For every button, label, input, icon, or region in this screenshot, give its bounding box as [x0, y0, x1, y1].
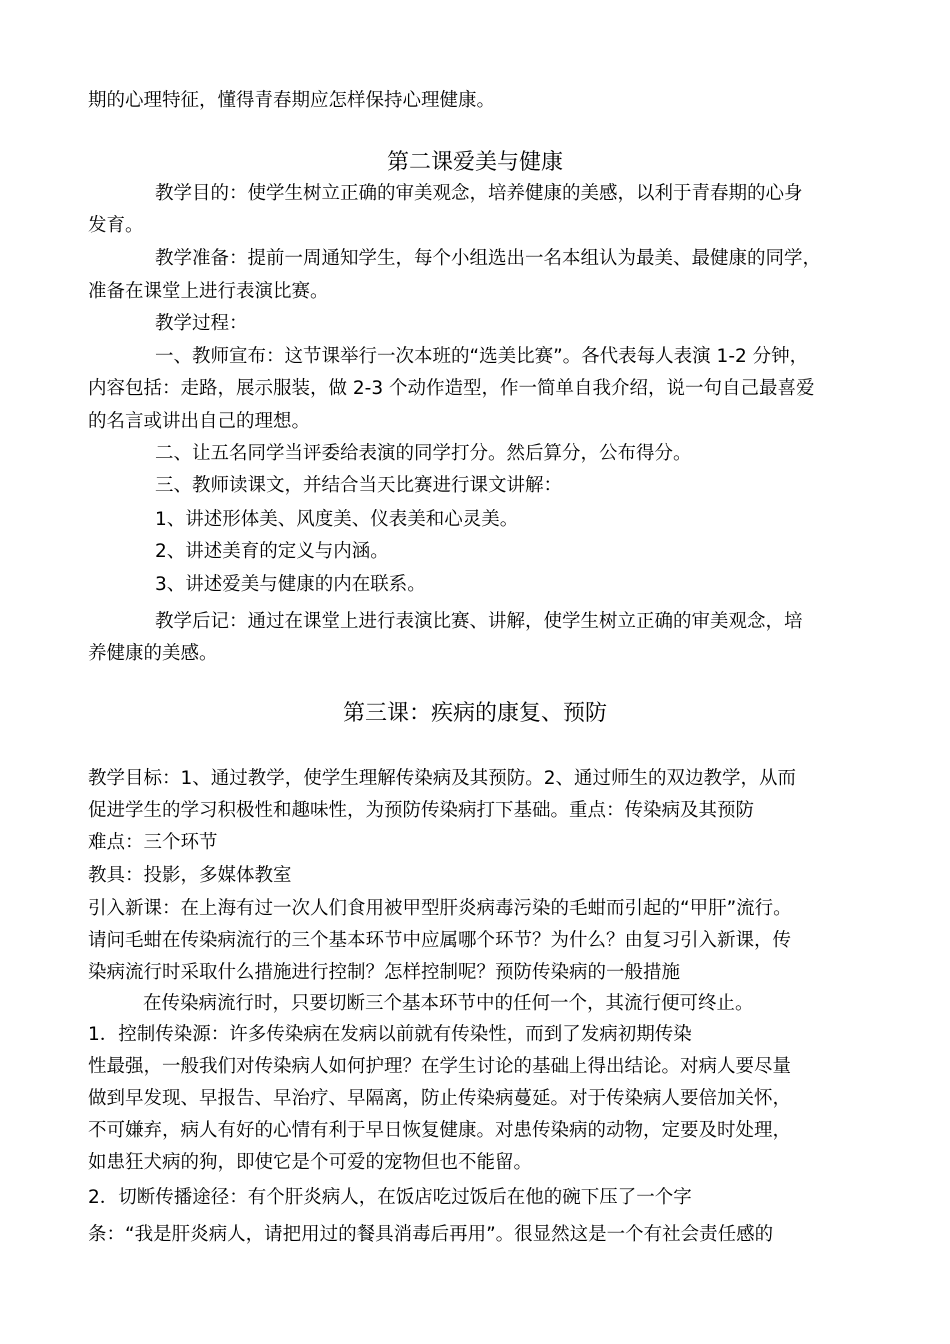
paragraph-line: 教学目标：1、通过教学，使学生理解传染病及其预防。2、通过师生的双边教学，从而: [88, 768, 797, 789]
list-item: 2、讲述美育的定义与内涵。: [155, 541, 389, 562]
paragraph-line: 教学过程：: [155, 313, 248, 334]
paragraph-line: 教学准备：提前一周通知学生，每个小组选出一名本组认为最美、最健康的同学，: [155, 248, 822, 269]
paragraph-line: 做到早发现、早报告、早治疗、早隔离，防止传染病蔓延。对于传染病人要倍加关怀，: [88, 1088, 792, 1109]
paragraph-line: 教学目的：使学生树立正确的审美观念，培养健康的美感，以利于青春期的心身: [155, 183, 803, 204]
list-item: 1、讲述形体美、风度美、仪表美和心灵美。: [155, 509, 519, 530]
paragraph-line: 发育。: [88, 215, 144, 236]
paragraph-line: 教具：投影，多媒体教室: [88, 865, 292, 886]
list-item: 3、讲述爱美与健康的内在联系。: [155, 574, 426, 595]
paragraph-line: 教学后记：通过在课堂上进行表演比赛、讲解，使学生树立正确的审美观念，培: [155, 611, 803, 632]
paragraph-line: 准备在课堂上进行表演比赛。: [88, 281, 329, 302]
paragraph-line: 性最强，一般我们对传染病人如何护理？在学生讨论的基础上得出结论。对病人要尽量: [88, 1056, 792, 1077]
paragraph-line: 养健康的美感。: [88, 643, 218, 664]
paragraph-line: 二、让五名同学当评委给表演的同学打分。然后算分，公布得分。: [155, 443, 692, 464]
paragraph-line: 促进学生的学习积极性和趣味性，为预防传染病打下基础。重点：传染病及其预防: [88, 800, 755, 821]
paragraph-line: 2．切断传播途径：有个肝炎病人，在饭店吃过饭后在他的碗下压了一个字: [88, 1187, 692, 1208]
paragraph-line: 如患狂犬病的狗，即使它是个可爱的宠物但也不能留。: [88, 1152, 533, 1173]
paragraph-line: 三、教师读课文，并结合当天比赛进行课文讲解：: [155, 475, 563, 496]
paragraph-line: 染病流行时采取什么措施进行控制？怎样控制呢？预防传染病的一般措施: [88, 962, 681, 983]
intro-paragraph-line: 期的心理特征，懂得青春期应怎样保持心理健康。: [88, 90, 496, 111]
lesson2-title: 第二课爱美与健康: [386, 150, 563, 175]
paragraph-line: 的名言或讲出自己的理想。: [88, 411, 311, 432]
paragraph-line: 一、教师宣布：这节课举行一次本班的“选美比赛”。各代表每人表演 1-2 分钟，: [155, 346, 809, 367]
paragraph-line: 难点：三个环节: [88, 832, 218, 853]
paragraph-line: 不可嫌弃，病人有好的心情有利于早日恢复健康。对患传染病的动物，定要及时处理，: [88, 1120, 792, 1141]
paragraph-line: 条：“我是肝炎病人，请把用过的餐具消毒后再用”。很显然这是一个有社会责任感的: [88, 1224, 774, 1245]
paragraph-line: 内容包括：走路，展示服装，做 2-3 个动作造型，作一简单自我介绍，说一句自己最喜爱: [88, 378, 815, 399]
paragraph-line: 在传染病流行时，只要切断三个基本环节中的任何一个，其流行便可终止。: [143, 993, 754, 1014]
paragraph-line: 请问毛蚶在传染病流行的三个基本环节中应属哪个环节？为什么？由复习引入新课，传: [88, 930, 792, 951]
lesson3-title: 第三课：疾病的康复、预防: [342, 701, 607, 726]
paragraph-line: 引入新课：在上海有过一次人们食用被甲型肝炎病毒污染的毛蚶而引起的“甲肝”流行。: [88, 898, 792, 919]
paragraph-line: 1．控制传染源：许多传染病在发病以前就有传染性，而到了发病初期传染: [88, 1024, 692, 1045]
